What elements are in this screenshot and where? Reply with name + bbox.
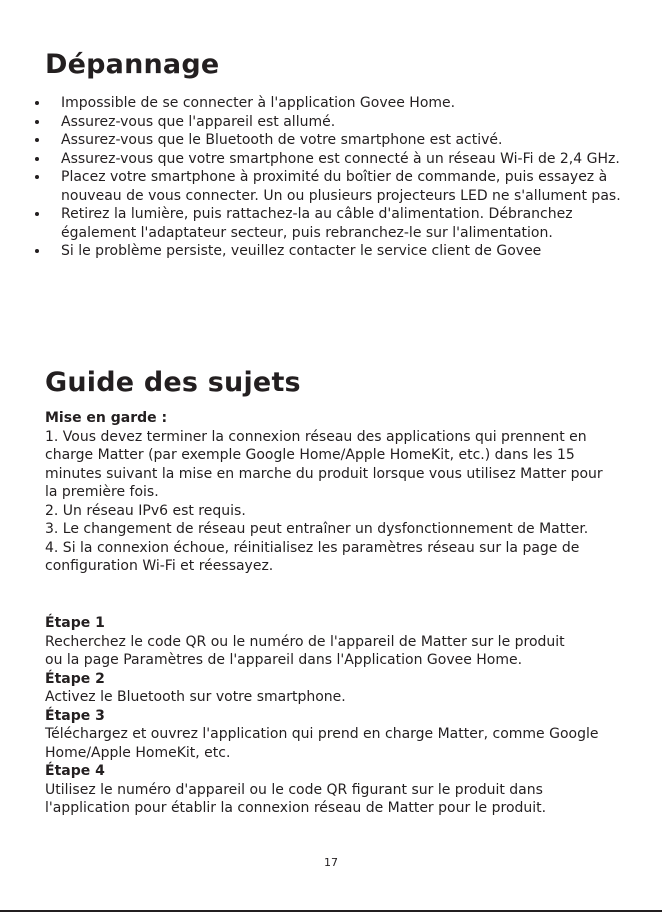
- troubleshooting-item: Assurez-vous que votre smartphone est connecté à un réseau Wi-Fi de 2,4 GHz.: [30, 150, 646, 169]
- step-label: Étape 2: [45, 670, 105, 687]
- warning-label: Mise en garde :: [45, 410, 168, 426]
- troubleshooting-item: Si le problème persiste, veuillez contacter le service client de Govee: [30, 242, 630, 261]
- steps-section: [45, 614, 625, 818]
- step-label: Étape 3: [45, 707, 105, 724]
- warning-item: 3. Le changement de réseau peut entraîner un dysfonctionnement de Matter.: [45, 521, 589, 537]
- troubleshooting-item: Placez votre smartphone à proximité du boîtier de commande, puis essayez à nouveau de vous connecter. Un ou plusieurs projecteurs LED ne s'allument pas.: [30, 168, 646, 205]
- step-text: Recherchez le code QR ou le numéro de l'appareil de Matter sur le produit ou la page Paramètres de l'appareil dans l'Application Govee Home.: [45, 633, 565, 668]
- step-label: Étape 1: [45, 615, 105, 631]
- step-text: Utilisez le numéro d'appareil ou le code QR figurant sur le produit dans l'application pour établir la connexion réseau de Matter pour le produit.: [45, 781, 547, 816]
- troubleshooting-item: Assurez-vous que l'appareil est allumé.: [30, 113, 630, 132]
- step-text: Activez le Bluetooth sur votre smartphone.: [45, 689, 346, 705]
- warning-item: 1. Vous devez terminer la connexion réseau des applications qui prennent en charge Matter (par exemple Google Home/Apple HomeKit, etc.) dans les 15 minutes suivant la mise en marche du produit lorsque vous utilisez Matter pour la première fois.: [45, 428, 603, 500]
- troubleshooting-title: Dépannage: [45, 49, 220, 80]
- step-text: Téléchargez et ouvrez l'application qui prend en charge Matter, comme Google Home/Apple HomeKit, etc.: [45, 726, 599, 761]
- troubleshooting-item: Retirez la lumière, puis rattachez-la au câble d'alimentation. Débranchez également l'adaptateur secteur, puis rebranchez-le sur l'alimentation.: [30, 205, 621, 242]
- warning-item: 2. Un réseau IPv6 est requis.: [45, 502, 246, 519]
- warning-item: 4. Si la connexion échoue, réinitialisez les paramètres réseau sur la page de configuration Wi-Fi et réessayez.: [45, 539, 580, 574]
- step-label: Étape 4: [45, 763, 105, 779]
- warning-section: [45, 409, 625, 576]
- guide-title: Guide des sujets: [45, 367, 301, 398]
- troubleshooting-item: Assurez-vous que le Bluetooth de votre smartphone est activé.: [30, 131, 630, 150]
- troubleshooting-list: [30, 94, 630, 261]
- page-number: 17: [324, 856, 338, 869]
- troubleshooting-item: Impossible de se connecter à l'application Govee Home.: [30, 94, 521, 113]
- bottom-divider: [0, 910, 662, 912]
